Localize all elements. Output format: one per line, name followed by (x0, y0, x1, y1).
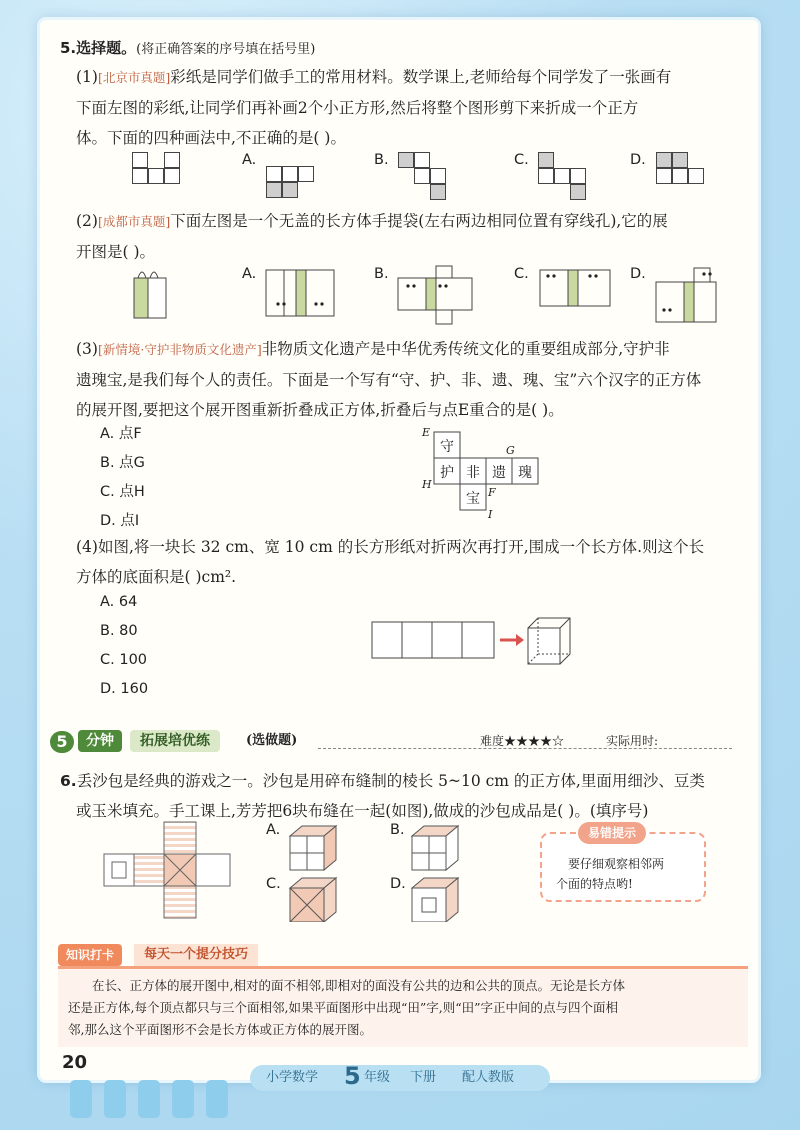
knowledge-text (68, 975, 744, 1041)
q3-number: (3) (76, 340, 98, 358)
q3-option-c[interactable]: C. 点H (100, 484, 145, 500)
time-used-label: 实际用时: (606, 734, 659, 748)
footer-subject: 小学数学 (266, 1070, 319, 1085)
q2-option-a[interactable]: A. (242, 266, 257, 282)
footer-edition: 配人教版 (462, 1070, 515, 1085)
question-2 (76, 206, 756, 267)
q6-option-a[interactable]: A. (266, 822, 281, 838)
section-banner (50, 730, 740, 752)
q1-line3: 体。下面的四种画法中,不正确的是( )。 (76, 129, 346, 147)
page-number: 20 (62, 1052, 88, 1073)
q1-option-d[interactable]: D. (630, 152, 646, 168)
q1-option-a[interactable]: A. (242, 152, 257, 168)
q3-line1: 非物质文化遗产是中华优秀传统文化的重要组成部分,守护非 (261, 340, 670, 358)
q4-line2: 方体的底面积是( )cm². (76, 568, 237, 586)
error-tip-box (540, 826, 706, 902)
q6-option-cubes (284, 822, 464, 922)
section-number: 5. (60, 39, 77, 57)
q4-line1: 如图,将一块长 32 cm、宽 10 cm 的长方形纸对折两次再打开,围成一个长方体.则这个长 (97, 538, 705, 556)
banner-note: (选做题) (246, 733, 298, 748)
q4-option-d[interactable]: D. 160 (100, 681, 149, 697)
q3-tag: [新情境·守护非物质文化遗产] (97, 342, 262, 357)
knowledge-title: 每天一个提分技巧 (134, 944, 258, 966)
banner-five: 5 (50, 731, 74, 753)
q3-point-f: F (488, 486, 496, 499)
q1-line1: 彩纸是同学们做手工的常用材料。数学课上,老师给每个同学发了一张画有 (170, 68, 672, 86)
decor-tab (206, 1080, 228, 1118)
decor-tab (104, 1080, 126, 1118)
q6-option-b[interactable]: B. (390, 822, 405, 838)
q2-number: (2) (76, 212, 98, 230)
q1-figures (0, 0, 800, 220)
q4-options (100, 588, 148, 704)
q3-point-i: I (488, 508, 493, 521)
q2-option-c[interactable]: C. (514, 266, 529, 282)
question-4 (76, 532, 756, 592)
question-3 (76, 334, 756, 425)
q1-option-c[interactable]: C. (514, 152, 529, 168)
q1-number: (1) (76, 68, 98, 86)
q6-number: 6. (60, 772, 77, 790)
tip-line1: 要仔细观察相邻两 (568, 857, 665, 871)
q3-char-2: 非 (466, 465, 480, 481)
q4-option-c[interactable]: C. 100 (100, 652, 148, 668)
tip-line2: 个面的特点哟! (556, 877, 633, 891)
q3-char-0: 守 (440, 439, 454, 455)
section-title: 选择题。 (76, 39, 137, 57)
q4-option-b[interactable]: B. 80 (100, 623, 138, 639)
q1-option-b[interactable]: B. (374, 152, 389, 168)
q4-number: (4) (76, 538, 98, 556)
q3-option-d[interactable]: D. 点I (100, 513, 140, 529)
knowledge-line1: 在长、正方体的展开图中,相对的面不相邻,即相对的面没有公共的边和公共的顶点。无论是长方体 (92, 978, 625, 993)
q3-point-h: H (422, 478, 432, 491)
decor-tab (70, 1080, 92, 1118)
footer-bar (250, 1062, 550, 1091)
q4-option-a[interactable]: A. 64 (100, 594, 138, 610)
q1-tag: [北京市真题] (97, 70, 171, 85)
q1-line2: 下面左图的彩纸,让同学们再补画2个小正方形,然后将整个图形剪下来折成一个正方 (76, 99, 639, 117)
q3-net-figure (410, 424, 560, 524)
difficulty-rating: 难度★★★★☆ (480, 734, 565, 748)
tip-title: 易错提示 (578, 822, 646, 844)
q3-char-4: 瑰 (518, 465, 532, 481)
footer-grade-num: 5 (344, 1062, 361, 1090)
q4-figure (370, 612, 580, 672)
q2-line2: 开图是( )。 (76, 243, 156, 261)
section-note: (将正确答案的序号填在括号里) (136, 42, 316, 57)
q3-char-5: 宝 (466, 491, 480, 507)
knowledge-box (58, 966, 748, 1047)
q3-options (100, 420, 145, 536)
knowledge-badge: 知识打卡 (58, 944, 122, 966)
knowledge-line3: 邻,那么这个平面图形不会是长方体或正方体的展开图。 (68, 1022, 372, 1037)
q3-point-e: E (422, 426, 431, 439)
q3-char-1: 护 (440, 465, 454, 481)
footer-grade: 年级 (364, 1070, 391, 1085)
q6-net-figure (100, 820, 240, 930)
q6-option-d[interactable]: D. (390, 876, 406, 892)
q2-option-b[interactable]: B. (374, 266, 389, 282)
q2-option-d[interactable]: D. (630, 266, 646, 282)
footer-volume: 下册 (410, 1070, 437, 1085)
question-6 (60, 766, 750, 826)
q3-line3: 的展开图,要把这个展开图重新折叠成正方体,折叠后与点E重合的是( )。 (76, 401, 564, 419)
knowledge-line2: 还是正方体,每个顶点都只与三个面相邻,如果平面图形中出现“田”字,则“田”字正中间的点与四个面相 (68, 1000, 618, 1015)
q3-line2: 遗瑰宝,是我们每个人的责任。下面是一个写有“守、护、非、遗、瑰、宝”六个汉字的正方体 (76, 371, 702, 389)
q3-char-3: 遗 (492, 465, 506, 481)
q6-option-c[interactable]: C. (266, 876, 281, 892)
banner-minute: 分钟 (78, 730, 122, 752)
decor-tab (172, 1080, 194, 1118)
q6-line1: 丢沙包是经典的游戏之一。沙包是用碎布缝制的棱长 5~10 cm 的正方体,里面用细沙、豆类 (76, 772, 705, 790)
q3-point-g: G (506, 444, 515, 457)
banner-title: 拓展培优练 (130, 730, 220, 752)
q3-option-b[interactable]: B. 点G (100, 455, 145, 471)
q2-figures (0, 260, 800, 330)
q2-tag: [成都市真题] (97, 214, 171, 229)
decor-tab (138, 1080, 160, 1118)
q2-line1: 下面左图是一个无盖的长方体手提袋(左右两边相同位置有穿线孔),它的展 (170, 212, 668, 230)
q3-option-a[interactable]: A. 点F (100, 426, 142, 442)
q6-line2: 或玉米填充。手工课上,芳芳把6块布缝在一起(如图),做成的沙包成品是( )。(填序号) (76, 802, 649, 820)
